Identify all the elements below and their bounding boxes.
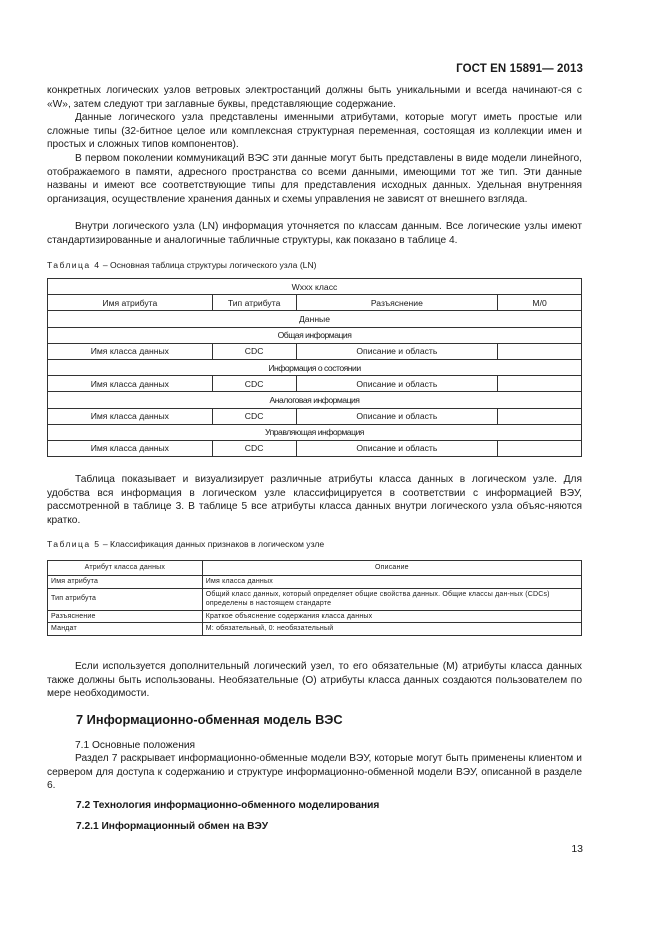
- table4-data-label: Данные: [48, 311, 582, 327]
- table5-cell: Краткое объяснение содержания класса данных: [202, 610, 581, 623]
- table-row: [48, 610, 582, 623]
- table-row: [48, 408, 582, 424]
- paragraph-5: Таблица показывает и визуализирует различные атрибуты класса данных в логическом узле. Для удобства вся информация в логическом узле классифицируется в соответствии с информацией ВЭУ, рассмотренной в таблице 3. В таблице 5 все атрибуты класса данных внутри логического узла объяс-няются кратко.: [47, 474, 582, 527]
- table4-cell: Описание и область: [296, 440, 498, 456]
- table4-cell: [498, 440, 582, 456]
- table4-cell: Описание и область: [296, 343, 498, 359]
- table-4: [47, 278, 582, 457]
- table-row: [48, 576, 582, 589]
- section-7-2-1-heading: 7.2.1 Информационный обмен на ВЭУ: [76, 821, 269, 832]
- table-row: [48, 440, 582, 456]
- table-group-row: [48, 359, 582, 375]
- table-row: [48, 588, 582, 610]
- paragraph-2: Данные логического узла представлены именными атрибутами, которые могут иметь простые или сложные типы (32-битное целое или комплексная структурная переменная, состоящая из коллекции имен и простых и сложных типов компонентов).: [47, 112, 582, 151]
- table4-cell: Имя класса данных: [48, 440, 213, 456]
- paragraph-3: В первом поколении коммуникаций ВЭС эти данные могут быть представлены в виде модели линейного, отображаемого в памяти, адресного пространства со всеми данными, имеющими тот же тип. Эти данные названы и имеют все соответствующие типы для представления исходных данных. Удельная внутренняя организация, осуществление хранения данных и схемы управления не зависят от внешнего взгляда.: [47, 153, 582, 206]
- table4-header-cell: М/0: [498, 295, 582, 311]
- table4-caption-label: Таблица 4: [47, 260, 101, 270]
- table5-cell: Имя класса данных: [202, 576, 581, 589]
- table-header-row: [48, 295, 582, 311]
- page-number: 13: [571, 843, 583, 855]
- table4-header-cell: Тип атрибута: [212, 295, 296, 311]
- table4-cell: Описание и область: [296, 408, 498, 424]
- table-group-row: [48, 424, 582, 440]
- table4-cell: Имя класса данных: [48, 408, 213, 424]
- table5-caption: [47, 539, 324, 549]
- table5-cell: Тип атрибута: [48, 588, 203, 610]
- table4-cell: CDC: [212, 408, 296, 424]
- table4-cell: CDC: [212, 376, 296, 392]
- table5-cell: Общий класс данных, который определяет общие свойства данных. Общие классы дан-ных (CDCs) определены в настоящем стандарте: [202, 588, 581, 610]
- table4-cell: [498, 408, 582, 424]
- table5-cell: М: обязательный, 0: необязательный: [202, 623, 581, 636]
- table4-group-title: Аналоговая информация: [48, 392, 582, 408]
- table5-caption-label: Таблица 5: [47, 539, 101, 549]
- table4-header-cell: Имя атрибута: [48, 295, 213, 311]
- table4-caption-text: – Основная таблица структуры логического узла (LN): [100, 260, 317, 270]
- table5-header-cell: Атрибут класса данных: [48, 561, 203, 576]
- table-row: [48, 623, 582, 636]
- table-row: [48, 376, 582, 392]
- table4-group-title: Управляющая информация: [48, 424, 582, 440]
- paragraph-7: 7.1 Основные положения: [75, 740, 196, 751]
- table4-group-title: Общая информация: [48, 327, 582, 343]
- table-group-row: [48, 392, 582, 408]
- section-7-heading: 7 Информационно-обменная модель ВЭС: [76, 712, 343, 727]
- paragraph-4: Внутри логического узла (LN) информация уточняется по классам данным. Все логические узлы имеют стандартизированные и аналогичные табличные структуры, как показано в таблице 4.: [47, 221, 582, 246]
- table4-cell: [498, 343, 582, 359]
- table4-group-title: Информация о состоянии: [48, 359, 582, 375]
- paragraph-6: Если используется дополнительный логический узел, то его обязательные (М) атрибуты класса данных также должны быть использованы. Необязательные (О) атрибуты класса данных создаются пользователем по мере необходимости.: [47, 661, 582, 700]
- table-row: [48, 311, 582, 327]
- table4-caption: [47, 260, 317, 270]
- section-7-2-heading: 7.2 Технология информационно-обменного моделирования: [76, 800, 380, 811]
- paragraph-8: Раздел 7 раскрывает информационно-обменные модели ВЭУ, которые могут быть применены клиентом и сервером для доступа к содержанию и структуре информационно-обменной модели ВЭУ, описанной в разделе 6.: [47, 753, 582, 792]
- table4-header-cell: Разъяснение: [296, 295, 498, 311]
- table4-cell: CDC: [212, 440, 296, 456]
- table5-caption-text: – Классификация данных признаков в логическом узле: [100, 539, 325, 549]
- table4-cell: Имя класса данных: [48, 376, 213, 392]
- table4-cell: CDC: [212, 343, 296, 359]
- table5-cell: Мандат: [48, 623, 203, 636]
- table4-cell: [498, 376, 582, 392]
- table-5: [47, 560, 582, 636]
- table-header-row: [48, 561, 582, 576]
- table5-cell: Имя атрибута: [48, 576, 203, 589]
- table-group-row: [48, 327, 582, 343]
- table-row: [48, 279, 582, 295]
- table5-header-cell: Описание: [202, 561, 581, 576]
- table4-class-cell: Wxxx класс: [48, 279, 582, 295]
- table5-cell: Разъяснение: [48, 610, 203, 623]
- table-row: [48, 343, 582, 359]
- document-header: ГОСТ EN 15891— 2013: [456, 63, 583, 75]
- table4-cell: Имя класса данных: [48, 343, 213, 359]
- table4-cell: Описание и область: [296, 376, 498, 392]
- paragraph-1: конкретных логических узлов ветровых электростанций должны быть уникальными и всегда начинают-ся с «W», затем следуют три заглавные буквы, представляющие содержание.: [47, 85, 582, 110]
